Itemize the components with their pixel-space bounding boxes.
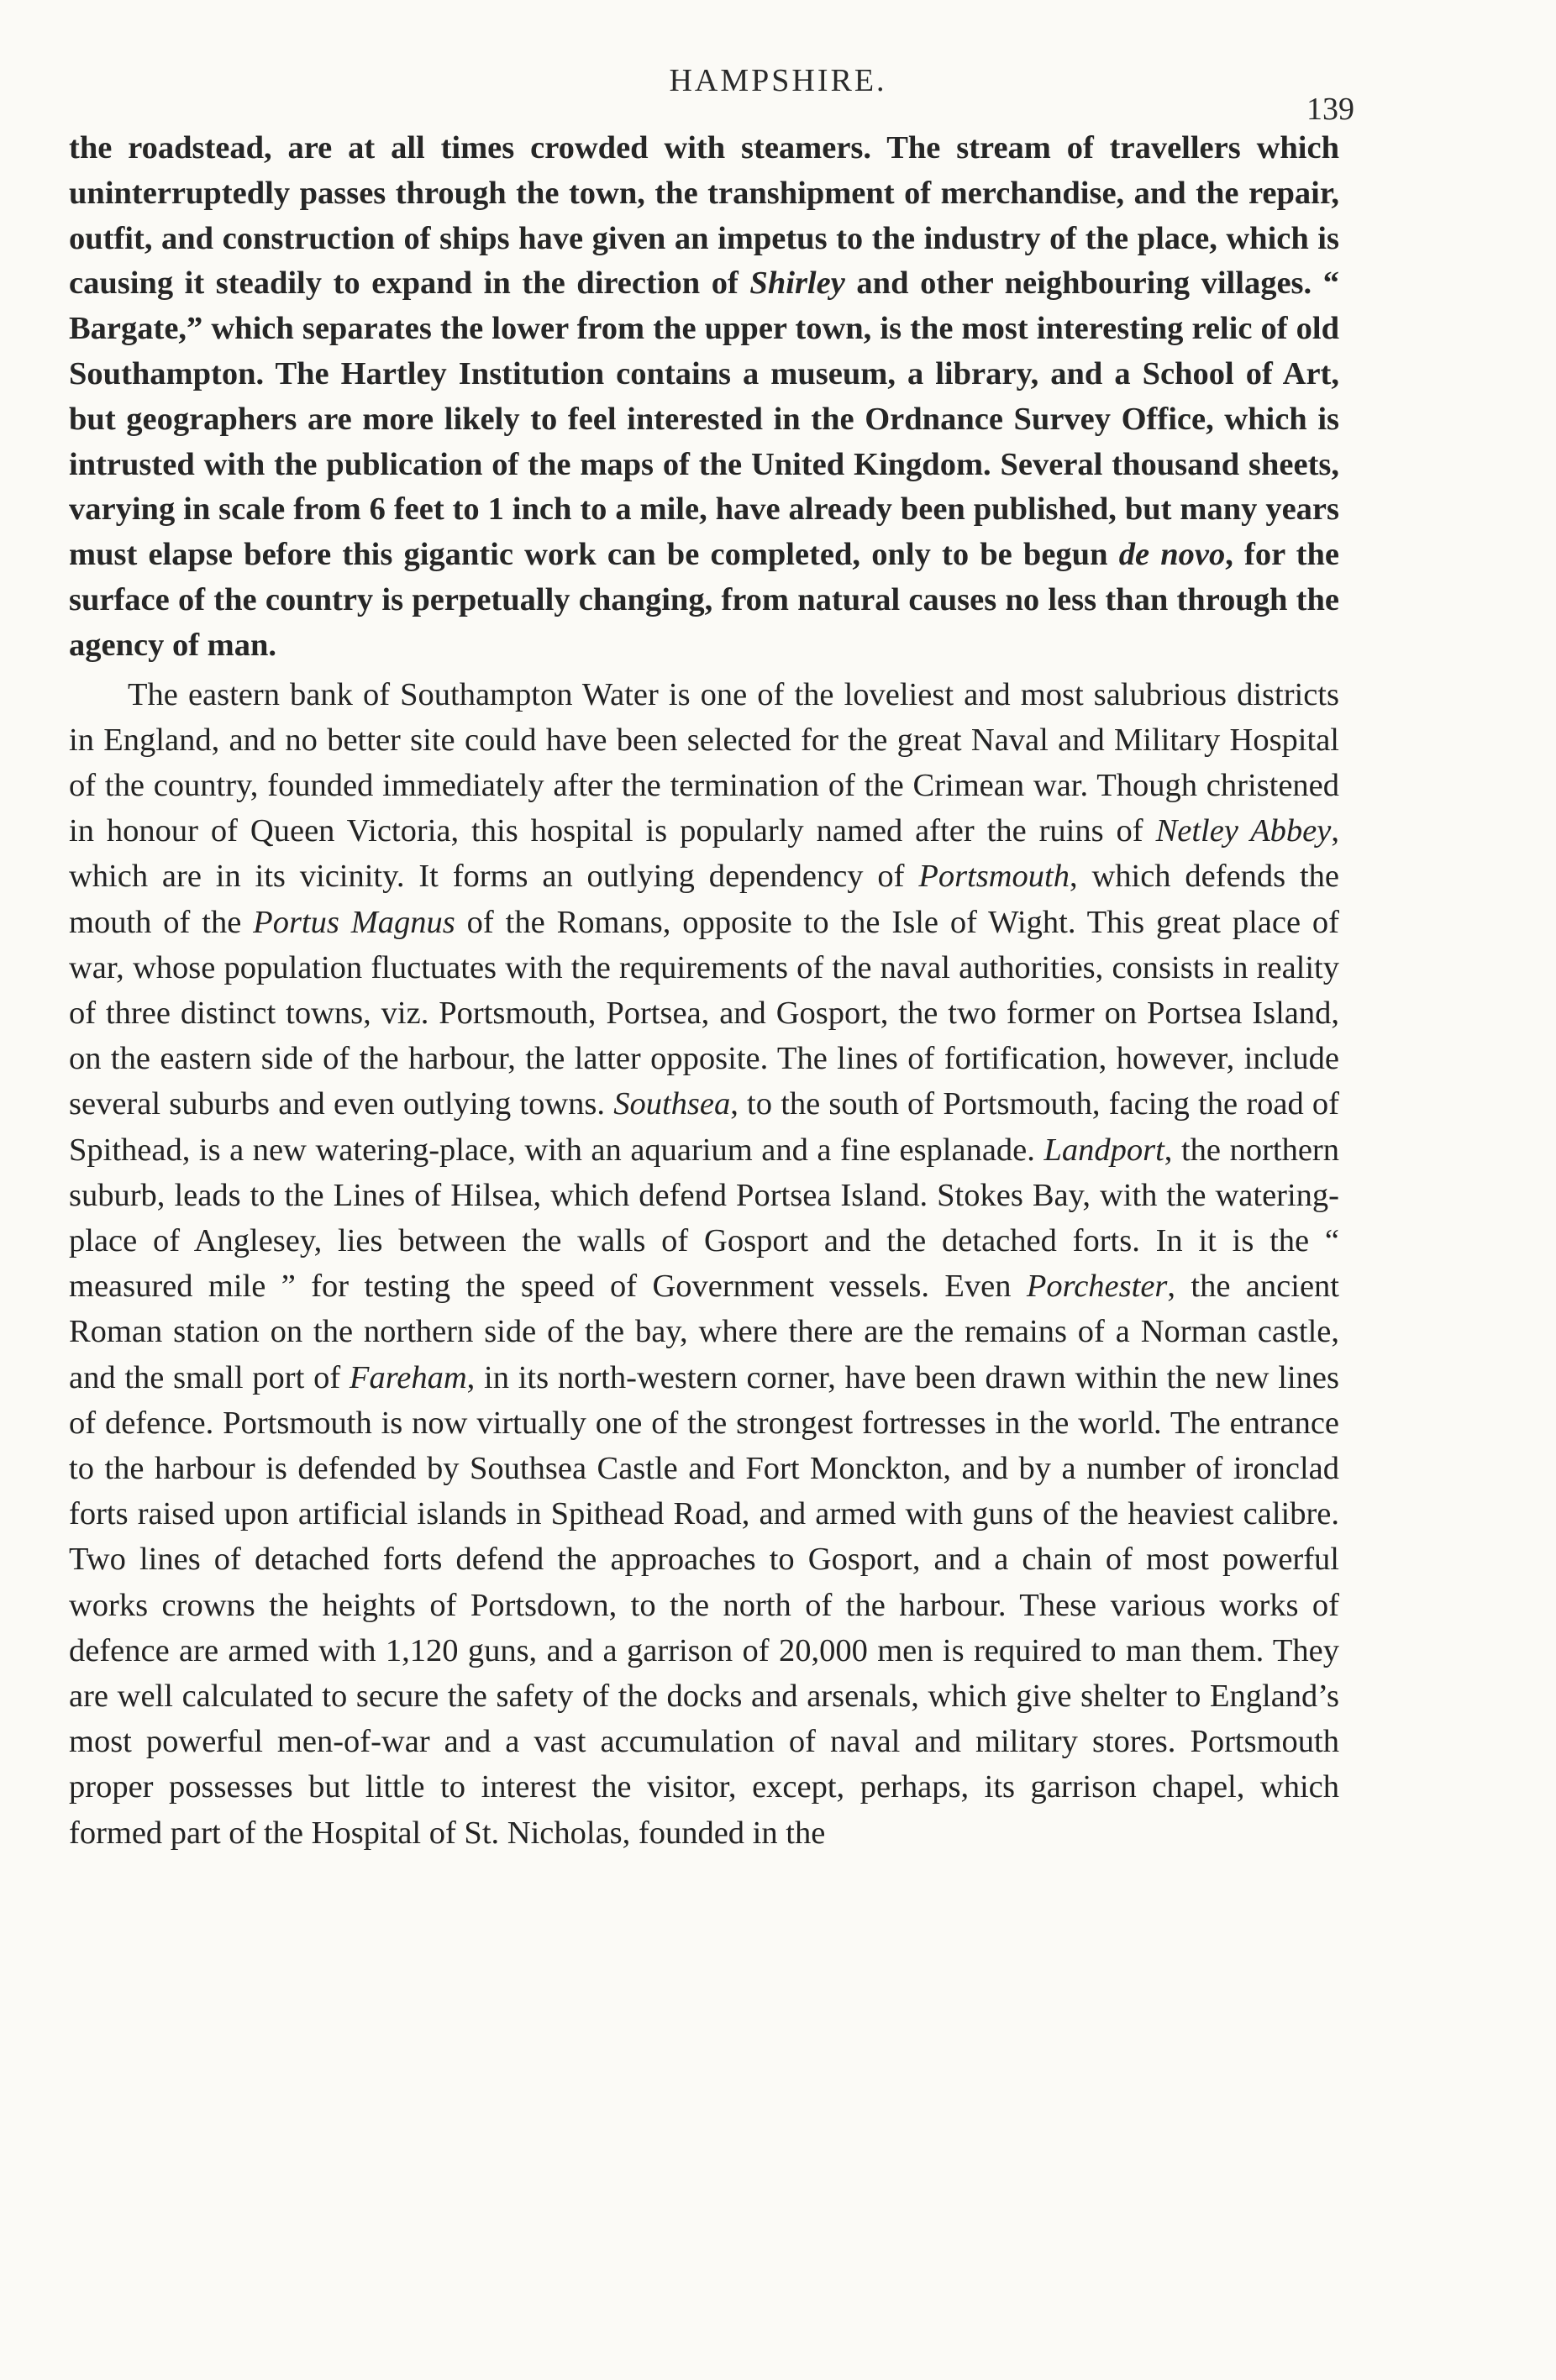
- text-segment: the roadstead, are at all times crowded with steamers. The stream of travellers which uninterruptedly passes through the town, the transhipment of merchandise, and the repair, outfit, and construction of ships have given an impetus to the industry of the place, which is causing it steadily to expand in the direction of: [69, 130, 1339, 302]
- page-number: 139: [1306, 92, 1354, 127]
- italic-place-name: Portsmouth: [918, 859, 1070, 895]
- text-segment: The eastern bank of Southampton Water is one of the loveliest and most salubrious districts in England, and no better site could have been selected for the great Naval and Military Hospital of the country, founded immediately after the termination of the Crimean war. Though christened in honour of Queen Victoria, this hospital is popularly named after the ruins of: [69, 676, 1339, 849]
- italic-place-name: Netley Abbey: [1155, 813, 1332, 849]
- body-text: [69, 126, 1339, 1856]
- text-segment: , in its north-western corner, have been drawn within the new lines of defence. Portsmouth is now virtually one of the strongest fortresses in the world. The entrance to the harbour is defended by Southsea Castle and Fort Monckton, and by a number of ironclad forts raised upon artificial islands in Spithead Road, and armed with guns of the heaviest calibre. Two lines of detached forts defend the approaches to Gosport, and a chain of most powerful works crowns the heights of Portsdown, to the north of the harbour. These various works of defence are armed with 1,120 guns, and a garrison of 20,000 men is required to man them. They are well calculated to secure the safety of the docks and arsenals, which give shelter to England’s most powerful men-of-war and a vast accumulation of naval and military stores. Portsmouth proper possesses but little to interest the visitor, except, perhaps, its garrison chapel, which formed part of the Hospital of St. Nicholas, founded in the: [69, 1359, 1340, 1851]
- italic-place-name: Landport: [1043, 1132, 1164, 1168]
- italic-latin-phrase: Portus Magnus: [253, 904, 455, 940]
- running-title: HAMPSHIRE.: [669, 63, 887, 98]
- text-segment: , the northern suburb, leads to the Lines of Hilsea, which defend Portsea Island. Stokes Bay, with the watering-place of Anglesey, lies between the walls of Gosport and the detached forts. In it is the “ measured mile ” for testing the speed of Government vessels. Even: [69, 1132, 1340, 1305]
- italic-place-name: Shirley: [749, 265, 845, 302]
- italic-place-name: Porchester: [1026, 1269, 1168, 1305]
- italic-place-name: Fareham: [349, 1359, 467, 1395]
- text-segment: , for the surface of the country is perpetually changing, from natural causes no less than through the agency of man.: [69, 537, 1339, 663]
- italic-place-name: Southsea: [613, 1086, 731, 1122]
- text-segment: , which are in its vicinity. It forms an outlying dependency of: [69, 813, 1339, 895]
- text-segment: , which defends the mouth of the: [69, 859, 1339, 940]
- paragraph-portsmouth: [69, 672, 1339, 1856]
- text-segment: of the Romans, opposite to the Isle of Wight. This great place of war, whose population fluctuates with the requirements of the naval authorities, consists in reality of three distinct towns, viz. Portsmouth, Portsea, and Gosport, the two former on Portsea Island, on the eastern side of the harbour, the latter opposite. The lines of fortification, however, include several suburbs and even outlying towns.: [69, 904, 1339, 1122]
- italic-latin-phrase: de novo: [1118, 537, 1226, 573]
- text-segment: , to the south of Portsmouth, facing the road of Spithead, is a new watering-place, with an aquarium and a fine esplanade.: [69, 1086, 1340, 1168]
- text-segment: and other neighbouring villages. “ Bargate,” which separates the lower from the upper town, is the most interesting relic of old Southampton. The Hartley Institution contains a museum, a library, and a School of Art, but geographers are more likely to feel interested in the Ordnance Survey Office, which is intrusted with the publication of the maps of the United Kingdom. Several thousand sheets, varying in scale from 6 feet to 1 inch to a mile, have already been published, but many years must elapse before this gigantic work can be completed, only to be begun: [69, 265, 1339, 573]
- text-segment: , the ancient Roman station on the northern side of the bay, where there are the remains of a Norman castle, and the small port of: [69, 1269, 1339, 1395]
- paragraph-continued: [69, 126, 1339, 669]
